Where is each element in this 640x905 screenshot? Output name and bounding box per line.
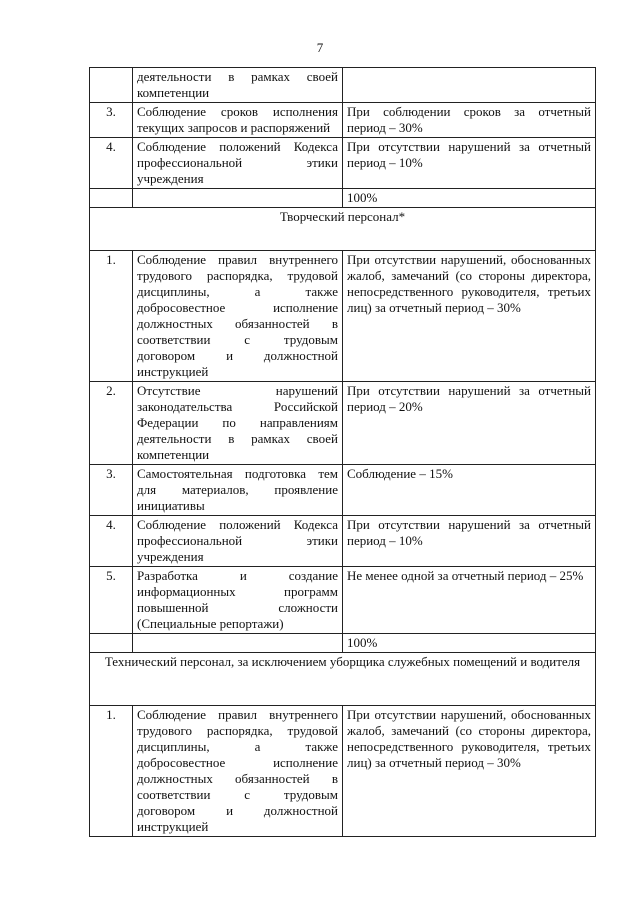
table-row bbox=[90, 516, 596, 567]
row-number: 4. bbox=[90, 138, 133, 189]
criteria-table bbox=[89, 67, 596, 837]
total-value: 100% bbox=[343, 634, 596, 653]
section-title: Технический персонал, за исключением уборщика служебных помещений и водителя bbox=[90, 653, 596, 706]
section-header-row bbox=[90, 653, 596, 706]
condition-cell: Не менее одной за отчетный период – 25% bbox=[343, 567, 596, 634]
table-row bbox=[90, 138, 596, 189]
condition-cell: При отсутствии нарушений, обоснованных жалоб, замечаний (со стороны директора, непосредственного руководителя, третьих лиц) за отчетный период – 30% bbox=[343, 251, 596, 382]
row-number: 4. bbox=[90, 516, 133, 567]
table-row bbox=[90, 103, 596, 138]
condition-cell: При отсутствии нарушений за отчетный период – 10% bbox=[343, 138, 596, 189]
criterion-cell: Соблюдение положений Кодекса профессиональной этики учреждения bbox=[133, 516, 343, 567]
section-title: Творческий персонал* bbox=[90, 208, 596, 251]
total-row bbox=[90, 634, 596, 653]
row-number: 5. bbox=[90, 567, 133, 634]
criterion-cell: Соблюдение правил внутреннего трудового распорядка, трудовой дисциплины, а также добросовестное исполнение должностных обязанностей в соответствии с трудовым договором и должностной инструкцией bbox=[133, 706, 343, 837]
section-header-row bbox=[90, 208, 596, 251]
criterion-cell: Разработка и создание информационных программ повышенной сложности (Специальные репортажи) bbox=[133, 567, 343, 634]
row-number: 3. bbox=[90, 465, 133, 516]
condition-cell: Соблюдение – 15% bbox=[343, 465, 596, 516]
page-number: 7 bbox=[316, 40, 324, 55]
total-empty-cell bbox=[90, 634, 133, 653]
row-number: 2. bbox=[90, 382, 133, 465]
total-empty-cell bbox=[90, 189, 133, 208]
row-number: 1. bbox=[90, 251, 133, 382]
criterion-cell: Соблюдение правил внутреннего трудового распорядка, трудовой дисциплины, а также добросовестное исполнение должностных обязанностей в соответствии с трудовым договором и должностной инструкцией bbox=[133, 251, 343, 382]
total-empty-cell bbox=[133, 189, 343, 208]
table-row bbox=[90, 706, 596, 837]
total-row bbox=[90, 189, 596, 208]
row-number bbox=[90, 68, 133, 103]
total-value: 100% bbox=[343, 189, 596, 208]
total-empty-cell bbox=[133, 634, 343, 653]
condition-cell: При отсутствии нарушений, обоснованных жалоб, замечаний (со стороны директора, непосредственного руководителя, третьих лиц) за отчетный период – 30% bbox=[343, 706, 596, 837]
condition-cell bbox=[343, 68, 596, 103]
row-number: 1. bbox=[90, 706, 133, 837]
row-number: 3. bbox=[90, 103, 133, 138]
condition-cell: При соблюдении сроков за отчетный период – 30% bbox=[343, 103, 596, 138]
criterion-cell: Соблюдение положений Кодекса профессиональной этики учреждения bbox=[133, 138, 343, 189]
table-row bbox=[90, 251, 596, 382]
condition-cell: При отсутствии нарушений за отчетный период – 10% bbox=[343, 516, 596, 567]
table-row bbox=[90, 567, 596, 634]
criterion-cell: Соблюдение сроков исполнения текущих запросов и распоряжений bbox=[133, 103, 343, 138]
criterion-cell: деятельности в рамках своей компетенции bbox=[133, 68, 343, 103]
criterion-cell: Отсутствие нарушений законодательства Российской Федерации по направлениям деятельности в рамках своей компетенции bbox=[133, 382, 343, 465]
condition-cell: При отсутствии нарушений за отчетный период – 20% bbox=[343, 382, 596, 465]
criterion-cell: Самостоятельная подготовка тем для материалов, проявление инициативы bbox=[133, 465, 343, 516]
table-row bbox=[90, 68, 596, 103]
table-row bbox=[90, 382, 596, 465]
table-row bbox=[90, 465, 596, 516]
